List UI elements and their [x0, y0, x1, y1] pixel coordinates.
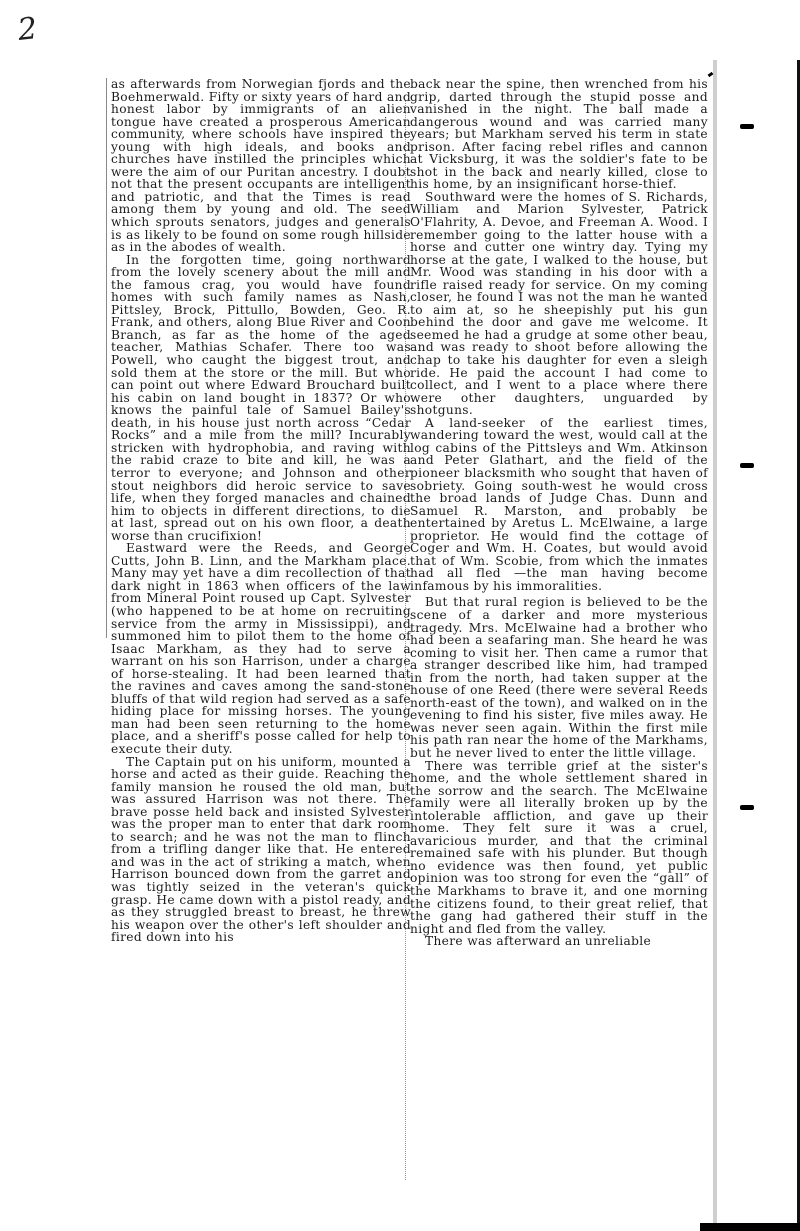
left-column-rule: [106, 78, 107, 638]
article-column-left: [111, 78, 411, 944]
paragraph: A land-seeker of the earliest times, wandering toward the west, would call at the log cabins of the Pittsleys and Wm. Atkinson and Peter Glathart, and the field of the pioneer blacksmith who sought that haven of sobriety. Going south-west he would cross the broad lands of Judge Chas. Dunn and Samuel R. Marston, and probably be entertained by Aretus L. McElwaine, a large proprietor. He would find the cottage of Coger and Wm. H. Coates, but would avoid that of Wm. Scobie, from which the inmates had all fled —the man having become infamous by his immoralities.: [410, 415, 708, 593]
paragraph: as afterwards from Norwegian fjords and the Boehmerwald. Fifty or sixty years of hard and honest labor by immigrants of an alien tongue have created a prosperous American community, where schools have inspired the young with high ideals, and books and churches have instilled the principles which were the aim of our Puritan ancestry. I doubt not that the present occupants are intelligent and patriotic, and that the Times is read among them by young and old. The seed which sprouts senators, judges and generals is as likely to be found on some rough hillside as in the abodes of wealth.: [111, 77, 411, 255]
margin-tick-mark: [740, 805, 754, 810]
right-margin-strip: [713, 60, 717, 1230]
paragraph: But that rural region is believed to be the scene of a darker and more mysterious tragedy. Mrs. McElwaine had a brother who had been a seafaring man. She heard he was coming to visit her. Then came a rumor that a stranger described like him, had tramped in from the north, had taken supper at the house of one Reed (there were several Reeds north-east of the town), and walked on in the evening to find his sister, five miles away. He was never seen again. Within the first mile his path ran near the home of the Markhams, but he never lived to enter the little village.: [410, 595, 708, 760]
article-column-right: [410, 78, 708, 948]
scan-bottom-bar: [700, 1223, 800, 1231]
margin-tick-mark: [740, 463, 754, 468]
paragraph: There was terrible grief at the sister's home, and the whole settlement shared in the sorrow and the search. The McElwaine family were all literally broken up by the intolerable affliction, and gave up their home. They felt sure it was a cruel, avaricious murder, and that the criminal remained safe with his plunder. But though no evidence was then found, yet public opinion was too strong for even the “gall” of the Markhams to brave it, and one morning the citizens found, to their great relief, that the gang had gathered their stuff in the night and fled from the valley.: [410, 758, 708, 936]
paragraph: In the forgotten time, going northward from the lovely scenery about the mill and the famous crag, you would have found homes with such family names as Nash, Pittsley, Brock, Pittullo, Bowden, Geo. R. Frank, and others, along Blue River and Coon Branch, as far as the home of the aged teacher, Mathias Schafer. There too was Powell, who caught the biggest trout, and sold them at the store or the mill. But who can point out where Edward Brouchard built his cabin on land bought in 1837? Or who knows the painful tale of Samuel Bailey's death, in his house just north across “Cedar Rocks” and a mile from the mill? Incurably stricken with hydrophobia, and raving with the rabid craze to bite and kill, he was a terror to everyone; and Johnson and other stout neighbors did heroic service to save life, when they forged manacles and chained him to objects in different directions, to die at last, spread out on his own floor, a death worse than crucifixion!: [111, 252, 411, 543]
margin-tick-mark: [740, 124, 754, 129]
handwritten-page-number: 2: [16, 11, 39, 48]
paragraph: back near the spine, then wrenched from his grip, darted through the stupid posse and vanished in the night. The ball made a dangerous wound and was carried many years; but Markham served his term in state prison. After facing rebel rifles and cannon at Vicksburg, it was the soldier's fate to be shot in the back and nearly killed, close to his home, by an insignificant horse-thief.: [410, 77, 708, 192]
paragraph: There was afterward an unreliable: [425, 934, 652, 949]
paragraph: Eastward were the Reeds, and George Cutts, John B. Linn, and the Markham place. Many may yet have a dim recollection of that dark night in 1863 when officers of the law from Mineral Point roused up Capt. Sylvester (who happened to be at home on recruiting service from the army in Mississippi), and summoned him to pilot them to the home of Isaac Markham, as they had to serve a warrant on his son Harrison, under a charge of horse-stealing. It had been learned that the ravines and caves among the sand-stone bluffs of that wild region had served as a safe hiding place for missing horses. The young man had been seen returning to the home place, and a sheriff's posse called for help to execute their duty.: [111, 541, 411, 756]
paragraph: The Captain put on his uniform, mounted a horse and acted as their guide. Reaching the family mansion he roused the old man, but was assured Harrison was not there. The brave posse held back and insisted Sylvester was the proper man to enter that dark room to search; and he was not the man to flinch from a trifling danger like that. He entered and was in the act of striking a match, when Harrison bounced down from the garret and was tightly seized in the veteran's quick grasp. He came down with a pistol ready, and as they struggled breast to breast, he threw his weapon over the other's left shoulder and fired down into his: [111, 754, 411, 945]
paragraph: Southward were the homes of S. Richards, William and Marion Sylvester, Patrick O'Flahrity, A. Devoe, and Freeman A. Wood. I remember going to the latter house with a horse and cutter one wintry day. Tying my horse at the gate, I walked to the house, but Mr. Wood was standing in his door with a rifle raised ready for service. On my coming closer, he found I was not the man he wanted to aim at, so he sheepishly put his gun behind the door and gave me welcome. It seemed he had a grudge at some other beau, and was ready to shoot before allowing the chap to take his daughter for even a sleigh ride. He paid the account I had come to collect, and I went to a place where there were other daughters, unguarded by shotguns.: [410, 189, 708, 418]
